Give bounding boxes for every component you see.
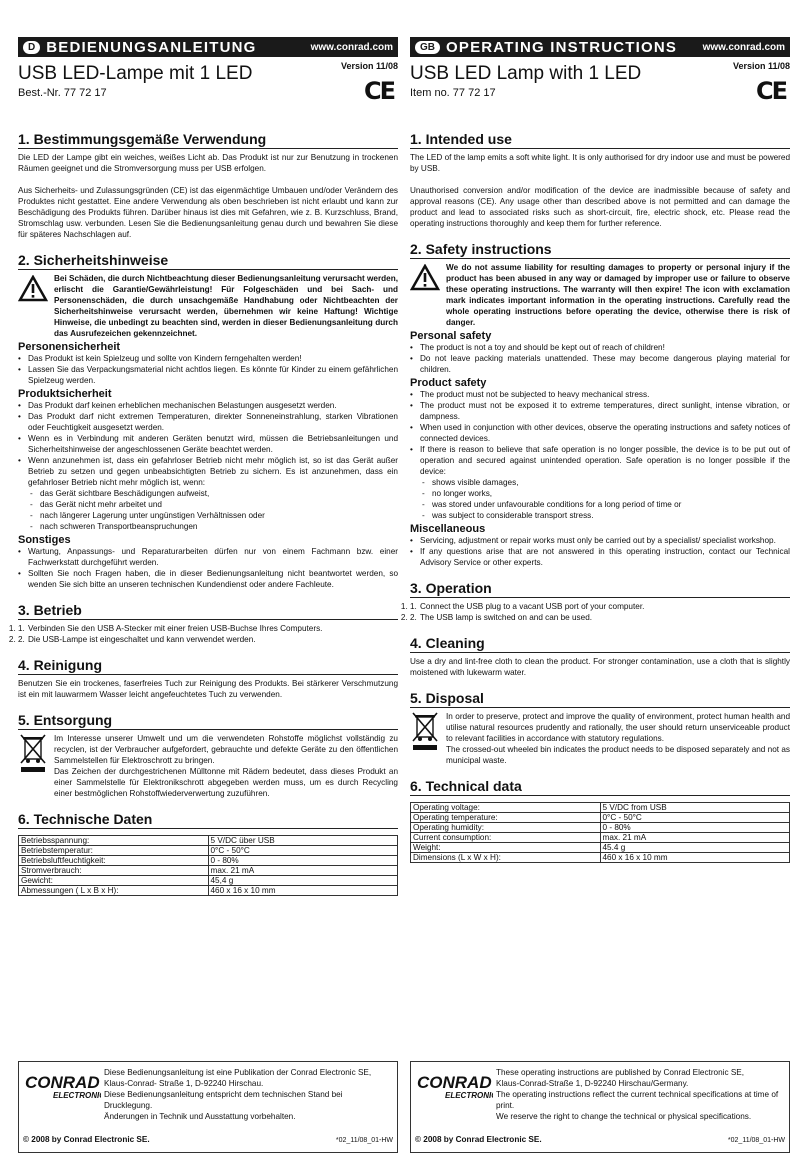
version-label: Version 11/08	[732, 61, 790, 71]
product-title: USB LED-Lampe mit 1 LED	[18, 63, 253, 84]
section-heading-operation: 3. Operation	[410, 580, 790, 598]
list-item: • Servicing, adjustment or repair works must only be carried out by a specialist/ specialist workshop.	[410, 535, 790, 546]
logo-subline: ELECTRONIC	[445, 1091, 493, 1100]
list-item: • Wenn anzunehmen ist, dass ein gefahrloser Betrieb nicht mehr möglich ist, so ist das Gerät außer Betrieb zu setzen und gegen unbeabsichtigten Betrieb zu sichern. Es ist anzunehmen, dass ein gefahrloser Betrieb nicht mehr möglich ist, wenn:	[18, 455, 398, 488]
operation-steps	[18, 623, 398, 645]
section-heading-intended-use: 1. Intended use	[410, 131, 790, 149]
publisher-text	[104, 1067, 393, 1122]
disposal-paragraph-2: The crossed-out wheeled bin indicates the product needs to be disposed separately and not as municipal waste.	[446, 745, 790, 765]
document-code: *02_11/08_01-HW	[727, 1137, 785, 1144]
website-url: www.conrad.com	[310, 41, 393, 53]
sub-list-item: - was subject to considerable transport stress.	[410, 510, 790, 521]
table-row	[411, 803, 790, 813]
spec-value: 0°C - 50°C	[208, 846, 398, 856]
step-text: The USB lamp is switched on and can be used.	[420, 613, 593, 622]
sub-list-item: - shows visible damages,	[410, 477, 790, 488]
spec-value: max. 21 mA	[600, 833, 790, 843]
spec-label: Betriebsluftfeuchtigkeit:	[19, 856, 209, 866]
disposal-block	[410, 711, 790, 766]
section-heading-cleaning: 4. Cleaning	[410, 635, 790, 653]
list-item: • The product must not be subjected to heavy mechanical stress.	[410, 389, 790, 400]
crossed-out-bin-icon	[410, 711, 440, 766]
table-row	[411, 833, 790, 843]
list-item: • The product must not be exposed it to extreme temperatures, direct sunlight, intense vibration, or dampness.	[410, 400, 790, 422]
publisher-footer	[410, 1061, 790, 1153]
section-heading-disposal: 5. Disposal	[410, 690, 790, 708]
section-heading-safety: 2. Sicherheitshinweise	[18, 252, 398, 270]
step-number: 1. 1.	[410, 602, 417, 611]
table-row	[411, 843, 790, 853]
spec-value: 0 - 80%	[208, 856, 398, 866]
header-banner	[18, 37, 398, 57]
header-banner	[410, 37, 790, 57]
warning-box	[410, 262, 790, 328]
banner-title: BEDIENUNGSANLEITUNG	[46, 38, 257, 56]
operation-steps	[410, 601, 790, 623]
website-url: www.conrad.com	[702, 41, 785, 53]
list-item: • Das Produkt darf nicht extremen Temperaturen, direkter Sonneneinstrahlung, starken Vibrationen oder Feuchtigkeit ausgesetzt werden.	[18, 411, 398, 433]
publisher-line: We reserve the right to change the technical or physical specifications.	[496, 1112, 752, 1121]
warning-text: Bei Schäden, die durch Nichtbeachtung dieser Bedienungsanleitung verursacht werden, erlischt die Garantie/Gewährleistung! Für Folgeschäden und bei Sach- und Personenschäden, die durch unsachgemäße Handhabung oder Nichtbeachten der Sicherheitshinweise verursacht werden, übernehmen wir keine Haftung! Wichtige Hinweise, die unbedingt zu beachten sind, werden in dieser Bedienungsanleitung durch das Ausrufezeichen gekennzeichnet.	[54, 274, 398, 338]
list-item: • Wenn es in Verbindung mit anderen Geräten benutzt wird, müssen die Betriebsanleitungen und Sicherheitshinweise der angeschlossenen Geräte beachtet werden.	[18, 433, 398, 455]
warning-triangle-icon	[410, 262, 440, 328]
personal-safety-list	[18, 353, 398, 386]
spec-value: 460 x 16 x 10 mm	[600, 853, 790, 863]
spec-label: Stromverbrauch:	[19, 866, 209, 876]
logo-subline: ELECTRONIC	[53, 1091, 101, 1100]
sub-list-item: - was stored under unfavourable conditions for a long period of time or	[410, 499, 790, 510]
sub-list-item: - nach schweren Transportbeanspruchungen	[18, 521, 398, 532]
subheading-product-safety: Produktsicherheit	[18, 388, 112, 400]
section-heading-technical-data: 6. Technical data	[410, 778, 790, 796]
spec-label: Operating voltage:	[411, 803, 601, 813]
step-item	[18, 634, 398, 645]
document-head	[410, 57, 790, 119]
section-heading-operation: 3. Betrieb	[18, 602, 398, 620]
step-text: Verbinden Sie den USB A-Stecker mit einer freien USB-Buchse Ihres Computers.	[28, 624, 323, 633]
spec-label: Abmessungen ( L x B x H):	[19, 886, 209, 896]
ce-mark-icon: CE	[755, 77, 786, 105]
publisher-text	[496, 1067, 785, 1122]
sub-list-item: - das Gerät sichtbare Beschädigungen aufweist,	[18, 488, 398, 499]
crossed-out-bin-icon	[18, 733, 48, 799]
warning-triangle-icon	[18, 273, 48, 339]
publisher-line: Klaus-Conrad-Straße 1, D-92240 Hirschau/Germany.	[496, 1079, 689, 1088]
sub-list-item: - nach längerer Lagerung unter ungünstigen Verhältnissen oder	[18, 510, 398, 521]
disposal-paragraph-1: In order to preserve, protect and improve the quality of environment, protect human health and utilise natural resources prudently and rationally, the user should return unserviceable product to relevant facilities in accordance with statutory regulations.	[446, 712, 790, 743]
publisher-line: Klaus-Conrad- Straße 1, D-92240 Hirschau.	[104, 1079, 264, 1088]
spec-label: Current consumption:	[411, 833, 601, 843]
spec-value: 460 x 16 x 10 mm	[208, 886, 398, 896]
list-item: • If there is reason to believe that safe operation is no longer possible, the device is to be put out of operation and secured against unintended operation. Safe operation is no longer possible if the device:	[410, 444, 790, 477]
list-item: • Do not leave packing materials unattended. These may become dangerous playing material for children.	[410, 353, 790, 375]
product-title: USB LED Lamp with 1 LED	[410, 63, 642, 84]
language-badge: D	[23, 41, 40, 54]
step-number: 1. 1.	[18, 624, 25, 633]
intended-use-text: Die LED der Lampe gibt ein weiches, weißes Licht ab. Das Produkt ist nur zur Benutzung in trockenen Räumen geeignet und die Stromversorgung muss per USB erfolgen.	[18, 153, 398, 173]
subheading-product-safety: Product safety	[410, 377, 487, 389]
list-item: • The product is not a toy and should be kept out of reach of children!	[410, 342, 790, 353]
section-heading-technical-data: 6. Technische Daten	[18, 811, 398, 829]
spec-value: 0 - 80%	[600, 823, 790, 833]
sub-list-item: - no longer works,	[410, 488, 790, 499]
english-column	[410, 37, 790, 1153]
table-row	[411, 853, 790, 863]
section-heading-disposal: 5. Entsorgung	[18, 712, 398, 730]
intended-use-restrictions: Aus Sicherheits- und Zulassungsgründen (CE) ist das eigenmächtige Umbauen und/oder Verändern des Produktes nicht gestattet. Eine andere Verwendung als oben beschrieben ist nicht erlaubt und kann zur Beschädigung des Produkts führen. Darüber hinaus ist dies mit Gefahren, wie z. B. Kurzschluss, Brand, Stromschlag usw. verbunden. Lesen Sie die Bedienungsanleitung genau durch und bewahren Sie diese für späteres Nachschlagen auf.	[18, 186, 398, 239]
intended-use-restrictions: Unauthorised conversion and/or modification of the device are inadmissible because of safety and approval reasons (CE). Any usage other than described above is not permitted and can damage the product and lead to associated risks such as short-circuit, fire, electric shock, etc. Please read the operating instructions thoroughly and keep them for further reference.	[410, 186, 790, 228]
spec-value: max. 21 mA	[208, 866, 398, 876]
list-item: • If any questions arise that are not answered in this operating instruction, contact our Technical Advisory Service or other experts.	[410, 546, 790, 568]
step-number: 2. 2.	[410, 613, 417, 622]
technical-data-table	[410, 802, 790, 863]
section-heading-safety: 2. Safety instructions	[410, 241, 790, 259]
product-safety-list	[410, 389, 790, 521]
section-heading-intended-use: 1. Bestimmungsgemäße Verwendung	[18, 131, 398, 149]
step-number: 2. 2.	[18, 635, 25, 644]
step-item	[410, 612, 790, 623]
list-item: • Lassen Sie das Verpackungsmaterial nicht achtlos liegen. Es könnte für Kinder zu einem gefährlichen Spielzeug werden.	[18, 364, 398, 386]
spec-label: Gewicht:	[19, 876, 209, 886]
table-row	[19, 876, 398, 886]
spec-value: 0°C - 50°C	[600, 813, 790, 823]
section-heading-cleaning: 4. Reinigung	[18, 657, 398, 675]
spec-label: Operating humidity:	[411, 823, 601, 833]
conrad-logo	[23, 1072, 101, 1102]
miscellaneous-list	[410, 535, 790, 568]
disposal-paragraph-2: Das Zeichen der durchgestrichenen Mülltonne mit Rädern bedeutet, dass dieses Produkt an einer Sammelstelle für Elektronikschrott abgegeben werden muss, um es durch Recycling einer bestmöglichen Rohstoffwiederverwertung zuzuführen.	[54, 767, 398, 798]
spec-value: 45.4 g	[600, 843, 790, 853]
publisher-line: The operating instructions reflect the current technical specifications at time of print.	[496, 1090, 779, 1110]
document-head	[18, 57, 398, 119]
table-row	[19, 836, 398, 846]
warning-text: We do not assume liability for resulting damages to property or personal injury if the product has been abused in any way or damaged by improper use or failure to observe these operating instructions. The warranty will then expire! The icon with exclamation mark indicates important information in the operating instructions. Carefully read the whole operating instructions before operating the device, otherwise there is risk of danger.	[446, 263, 790, 327]
step-item	[410, 601, 790, 612]
miscellaneous-list	[18, 546, 398, 590]
banner-title: OPERATING INSTRUCTIONS	[446, 38, 678, 56]
copyright-notice: © 2008 by Conrad Electronic SE.	[415, 1135, 542, 1144]
copyright-notice: © 2008 by Conrad Electronic SE.	[23, 1135, 150, 1144]
ce-mark-icon: CE	[363, 77, 394, 105]
publisher-line: Änderungen in Technik und Ausstattung vorbehalten.	[104, 1112, 296, 1121]
spec-value: 5 V/DC from USB	[600, 803, 790, 813]
technical-data-table	[18, 835, 398, 896]
subheading-miscellaneous: Miscellaneous	[410, 523, 486, 535]
disposal-paragraph-1: Im Interesse unserer Umwelt und um die verwendeten Rohstoffe möglichst vollständig zu recyclen, ist der Verbraucher aufgefordert, gebrauchte und defekte Geräte zu den öffentlichen Sammelstellen für Elektroschrott zu bringen.	[54, 734, 398, 765]
table-row	[411, 823, 790, 833]
publisher-line: Diese Bedienungsanleitung entspricht dem technischen Stand bei Drucklegung.	[104, 1090, 343, 1110]
table-row	[411, 813, 790, 823]
list-item: • Das Produkt ist kein Spielzeug und sollte von Kindern ferngehalten werden!	[18, 353, 398, 364]
table-row	[19, 856, 398, 866]
disposal-text	[446, 711, 790, 766]
list-item: • Wartung, Anpassungs- und Reparaturarbeiten dürfen nur von einem Fachmann bzw. einer Fachwerkstatt durchgeführt werden.	[18, 546, 398, 568]
subheading-personal-safety: Personal safety	[410, 330, 492, 342]
publisher-line: These operating instructions are published by Conrad Electronic SE,	[496, 1068, 745, 1077]
item-number: Item no. 77 72 17	[410, 87, 496, 99]
step-text: Die USB-Lampe ist eingeschaltet und kann verwendet werden.	[28, 635, 256, 644]
publisher-line: Diese Bedienungsanleitung ist eine Publikation der Conrad Electronic SE,	[104, 1068, 372, 1077]
german-column	[18, 37, 398, 1153]
step-text: Connect the USB plug to a vacant USB port of your computer.	[420, 602, 645, 611]
disposal-text	[54, 733, 398, 799]
list-item: • When used in conjunction with other devices, observe the operating instructions and safety notices of connected devices.	[410, 422, 790, 444]
cleaning-text: Use a dry and lint-free cloth to clean the product. For stronger contamination, use a cloth that is slightly moistened with lukewarm water.	[410, 657, 790, 677]
list-item: • Das Produkt darf keinen erheblichen mechanischen Belastungen ausgesetzt werden.	[18, 400, 398, 411]
table-row	[19, 846, 398, 856]
spec-value: 5 V/DC über USB	[208, 836, 398, 846]
spec-label: Weight:	[411, 843, 601, 853]
sub-list-item: - das Gerät nicht mehr arbeitet und	[18, 499, 398, 510]
conrad-logo	[415, 1072, 493, 1102]
spec-label: Betriebstemperatur:	[19, 846, 209, 856]
item-number: Best.-Nr. 77 72 17	[18, 87, 107, 99]
publisher-footer	[18, 1061, 398, 1153]
product-safety-list	[18, 400, 398, 532]
version-label: Version 11/08	[340, 61, 398, 71]
logo-wordmark: CONRAD	[417, 1073, 492, 1092]
spec-label: Dimensions (L x W x H):	[411, 853, 601, 863]
spec-value: 45,4 g	[208, 876, 398, 886]
warning-box	[18, 273, 398, 339]
document-code: *02_11/08_01-HW	[335, 1137, 393, 1144]
subheading-miscellaneous: Sonstiges	[18, 534, 71, 546]
spec-label: Operating temperature:	[411, 813, 601, 823]
personal-safety-list	[410, 342, 790, 375]
spec-label: Betriebsspannung:	[19, 836, 209, 846]
table-row	[19, 886, 398, 896]
list-item: • Sollten Sie noch Fragen haben, die in dieser Bedienungsanleitung nicht beantwortet werden, so wenden Sie sich bitte an unseren technischen Kundendienst oder andere Fachleute.	[18, 568, 398, 590]
language-badge: GB	[415, 41, 440, 54]
logo-wordmark: CONRAD	[25, 1073, 100, 1092]
disposal-block	[18, 733, 398, 799]
cleaning-text: Benutzen Sie ein trockenes, faserfreies Tuch zur Reinigung des Produkts. Bei stärkerer Verschmutzung ist ein mit lauwarmem Wasser leicht angefeuchtetes Tuch zu verwenden.	[18, 679, 398, 699]
intended-use-text: The LED of the lamp emits a soft white light. It is only authorised for dry indoor use and must be powered by USB.	[410, 153, 791, 173]
table-row	[19, 866, 398, 876]
subheading-personal-safety: Personensicherheit	[18, 341, 121, 353]
step-item	[18, 623, 398, 634]
